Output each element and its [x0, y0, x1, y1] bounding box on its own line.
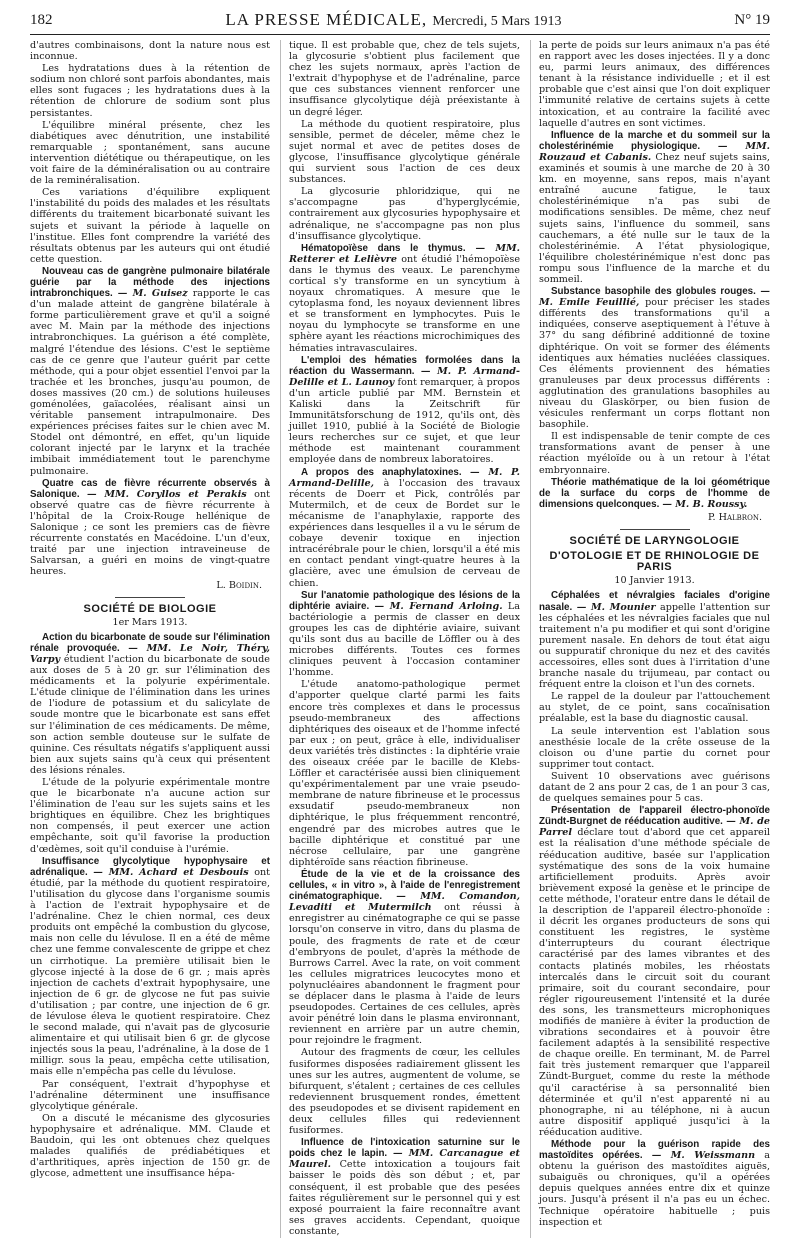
article-authors: — MM. Achard et Desbouis [93, 866, 249, 878]
paragraph: Il est indispensable de tenir compte de ces transformations avant de penser à une réaction myéloïde ou à un retour à l'état embryonnaire. [539, 431, 770, 476]
article-body: Chez neuf sujets sains, examinés et soumis à une marche de 20 à 30 km. en moyenne, sans repos, mais n'ayant entraîné aucune fatigue, le taux cholestérinémique n'a pas subi de modifications sensibles. De même, chez neuf sujets sains, l'influence du sommeil, sans cauchemars, a été nulle sur le taux de la cholestérinémie. A l'état physiologique, l'équilibre cholestérinémique n'est donc pas rompu sous l'influence de la marche et du sommeil. [539, 151, 770, 285]
paragraph: Le rappel de la douleur par l'attouchement au stylet, de ce point, sans cocaïnisation préalable, est la base du diagnostic causal. [539, 691, 770, 725]
article-body: à l'occasion des travaux récents de Doerr et Pick, contrôlés par Mutermilch, et de ceux de Bordet sur le mécanisme de l'anaphylaxie, rapporte des expériences dans lesquelles il a vu le sérum de cobaye devenir toxique en injection intracérébrale pour le chien, lorsqu'il a été mis en contact pendant vingt-quatre heures à la glacière, avec une émulsion de cerveau de chien. [289, 477, 520, 589]
article-authors: — M. P. Armand-Delille et L. Launoy [289, 365, 520, 388]
article-entry [539, 805, 770, 1138]
paragraph: Autour des fragments de cœur, les cellules fusiformes disposées radiairement glissent les unes sur les autres, augmentent de volume, se bifurquent, s'étalent ; certaines de ces cellules redeviennent brusquement rondes, émettent des pseudopodes et se divisent rapidement en deux cellules filles qui redeviennent fusiformes. [289, 1047, 520, 1137]
paragraph: La glycosurie phloridzique, qui ne s'accompagne pas d'hyperglycémie, contrairement aux glycosuries hypophysaire et adrénalique, ne s'accompagne pas non plus d'insuffisance glycolytique. [289, 186, 520, 242]
article-entry [539, 130, 770, 285]
article-authors: — MM. Coryllos et Perakis [87, 488, 247, 500]
article-heading: Influence de l'intoxication saturnine sur le poids chez le lapin. [289, 1137, 520, 1160]
article-entry [30, 632, 270, 776]
paragraph: L'étude de la polyurie expérimentale montre que le bicarbonate n'a aucune action sur l'élimination de l'eau sur les sujets sains et les brightiques en équilibre. Chez les brightiques non compensés, il peut exercer une action empêchante, soit qu'il favorise la production d'œdèmes, soit qu'il conduise à l'urémie. [30, 777, 270, 855]
article-entry [289, 355, 520, 466]
article-body: ont réussi à enregistrer au cinématographe ce qui se passe lorsqu'on conserve in vitro, dans du plasma de poule, des fragments de rate et de cœur d'embryons de poulet, d'après la méthode de Burrows Carrel. Avec la rate, on voit comment les cellules migratrices leucocytes mono et polynucléaires abandonnent le fragment pour se déplacer dans le plasma à l'aide de leurs pseudopodes. Certaines de ces cellules, après avoir pénétré loin dans le plasma environnant, reviennent en arrière par un autre chemin, pour rejoindre le fragment. [289, 902, 520, 1047]
paragraph: Ces variations d'équilibre expliquent l'instabilité du poids des malades et les résultats différents du traitement bicarbonaté suivant les sujets et suivant la période à laquelle on l'institue. Elles font comprendre la variété des résultats obtenus par les auteurs qui ont étudié cette question. [30, 187, 270, 265]
page-number: 182 [30, 11, 53, 28]
article-heading: Hématopoïèse dans le thymus. [301, 242, 466, 254]
article-entry [539, 1139, 770, 1228]
article-heading: Nouveau cas de gangrène pulmonaire bilatérale guérie par la méthode des injections intrabronchiques. [30, 265, 270, 300]
article-body: font remarquer, à propos d'un article publié par MM. Bernstein et Kaliski dans la Zeitschrift für Immunitätsforschung de 1912, qu'ils ont, dès juillet 1910, publié à la Société de Biologie leurs recherches sur ce sujet, et que leur méthode est maintenant couramment employée dans de nombreux laboratoires. [289, 376, 520, 466]
article-authors: — M. Emile Feuillié, [539, 286, 770, 309]
article-entry [289, 869, 520, 1047]
signature: L. Boidin. [216, 579, 262, 591]
article-body: a obtenu la guérison des mastoïdites aiguës, subaiguës ou chroniques, qu'il a opérées depuis quelques années entre dix et quinze jours. Jusqu'à présent il n'a pas eu un échec. Technique opératoire habituelle ; puis inspection et [539, 1150, 770, 1228]
paragraph: L'équilibre minéral présente, chez les diabétiques avec dénutrition, une instabilité remarquable ; spontanément, sans aucune intervention diététique ou thérapeutique, on les voit faire de la déminéralisation ou au contraire de la reminéralisation. [30, 119, 270, 187]
article-entry [30, 856, 270, 1078]
article-entry [539, 477, 770, 510]
article-body: Cette intoxication a toujours fait baisser le poids dès son début ; et, par conséquent, il est probable que des pesées faites régulièrement sur le personnel qui y est exposé pourraient la faire reconnaître avant ses graves accidents. Cependant, quoique constante, [289, 1159, 520, 1237]
article-body: étudient l'action du bicarbonate de soude aux doses de 5 à 20 gr. sur l'élimination des médicaments et la polyurie expérimentale. L'étude clinique de l'élimination dans les urines de l'iodure de potassium et du salicylate de soude montre que le bicarbonate est sans effet sur l'élimination de ces médicaments. De même, son action semble douteuse sur le sulfate de quinine. Ces résultats négatifs s'appliquent aussi bien aux sujets sains qu'à ceux qui présentent des lésions rénales. [30, 653, 270, 776]
paragraph: d'autres combinaisons, dont la nature nous est inconnue. [30, 40, 270, 63]
article-heading: Théorie mathématique de la loi géométrique de la surface du corps de l'homme de dimensions quelconques. [539, 476, 770, 510]
society-title: SOCIÉTÉ DE LARYNGOLOGIE [569, 535, 740, 548]
article-authors: — MM. Retterer et Lelièvre [289, 242, 520, 265]
journal-name: LA PRESSE MÉDICALE, [225, 10, 428, 29]
article-heading: Action du bicarbonate de soude sur l'élimination rénale provoquée. [30, 631, 270, 654]
section-divider [620, 529, 690, 530]
article-authors: — M. P. Armand-Delille, [289, 466, 520, 489]
issue-date: Mercredi, 5 Mars 1913 [432, 14, 562, 29]
society-subtitle: D'OTOLOGIE ET DE RHINOLOGIE DE PARIS [549, 550, 760, 574]
article-body: La bactériologie a permis de classer en deux groupes les cas de diphtérie aviaire, suivant qu'ils sont dus au bacille de Löffler ou à des microbes différents. Toutes ces formes cliniques peuvent à l'occasion contaminer l'homme. [289, 600, 520, 679]
signature: P. Halbron. [707, 511, 762, 523]
paragraph: L'étude anatomo-pathologique permet d'apporter quelque clarté parmi les faits encore très complexes et dans le processus pseudo-membraneux des affections diphtériques des oiseaux et de l'homme infecté par eux ; on peut, grâce à elle, individualiser deux variétés très distinctes : la diphtérie vraie des oiseaux créée par le bacille de Klebs-Löffler et caractérisée aussi bien cliniquement qu'expérimentalement par une vraie pseudo-membrane de nature fibrineuse et le processus exsudatif pseudo-membraneux non diphtérique, le plus fréquemment rencontré, engendré par des microbes autres que le bacille diphtérique et constitué par une nécrose cellulaire, par une gangrène diphtéroïde sans réaction fibrineuse. [289, 679, 520, 868]
page-header [30, 6, 770, 35]
article-heading: L'emploi des hématies formolées dans la réaction du Wassermann. [289, 354, 520, 377]
issue-number: N° 19 [734, 11, 770, 28]
article-body: pour préciser les stades différents des transformations qu'il a indiquées, conserve aseptiquement à l'étuve à 37° du sang défibriné additionné de toxine diphtérique. On voit se former des éléments identiques aux hématies nucléées classiques. Ces éléments proviennent des hématies granuleuses par deux processus différents : agglutination des granulations basophiles au niveau du Glaskörper, ou bien fusion de vésicules renfermant un corps flottant non basophile. [539, 297, 770, 431]
article-entry [289, 243, 520, 354]
paragraph: Suivent 10 observations avec guérisons datant de 2 ans pour 2 cas, de 1 an pour 3 cas, de quelques semaines pour 5 cas. [539, 770, 770, 805]
society-title: SOCIÉTÉ DE BIOLOGIE [83, 602, 217, 615]
article-authors: — MM. Comandon, Levaditi et Mutermilch [289, 891, 520, 914]
article-heading: Étude de la vie et de la croissance des cellules, « in vitro », à l'aide de l'enregistrement cinématographique. [289, 868, 520, 903]
paragraph: la perte de poids sur leurs animaux n'a pas été en rapport avec les doses injectées. Il y a donc eu, parmi leurs animaux, des différences tenant à la résistance individuelle ; et il est probable que c'est ainsi que l'on doit expliquer l'immunité relative de certains sujets à cette intoxication, et au contraire la facilité avec laquelle d'autres en sont victimes. [539, 40, 770, 129]
article-body: appelle l'attention sur les céphalées et les névralgies faciales que nul traitement n'a pu modifier et qui sont d'origine purement nasale. En dehors de tout état aigu ou suppuratif chronique du nez et des cavités accessoires, elles sont dues à l'irritation d'une branche nasale du trijumeau, par contact ou fréquent entre la cloison et l'un des cornets. [539, 601, 770, 691]
session-date: 10 Janvier 1913. [614, 575, 695, 587]
article-entry [289, 590, 520, 679]
column-3 [530, 40, 770, 1238]
section-divider [115, 597, 185, 598]
article-authors: — M. B. Roussy. [662, 498, 748, 510]
article-authors: — M. Guisez [117, 288, 188, 300]
article-authors: — M. de Parrel [539, 816, 770, 839]
paragraph: La seule intervention est l'ablation sous anesthésie locale de la crête osseuse de la cloison ou d'une partie du cornet pour supprimer tout contact. [539, 725, 770, 770]
article-body: ont étudié, par la méthode du quotient respiratoire, l'utilisation du glycose dans l'organisme soumis à l'action de l'extrait hypophysaire et de l'adrénaline. Chez le chien normal, ces deux produits ont empêché la combustion du glycose, mais non celle du lévulose. Il en a été de même chez une femme convalescente de grippe et chez un cirrhotique. La première utilisait bien le glycose injecté à la dose de 6 gr. ; mais après injection de cachets d'extrait hypophysaire, une injection de 6 gr. de glycose ne fut pas suivie d'utilisation ; par contre, une injection de 6 gr. de lévulose éleva le quotient respiratoire. Chez le second malade, qui n'avait pas de glycosurie alimentaire et qui utilisait bien 6 gr. de glycose injectés sous la peau, l'adrénaline, à la dose de 1 milligr. sous la peau, empêcha cette utilisation, mais elle n'empêcha pas celle du lévulose. [30, 866, 270, 1078]
paragraph: La méthode du quotient respiratoire, plus sensible, permet de déceler, même chez le sujet normal et avec de petites doses de glycose, l'insuffisance glycolytique générale qui survient sous l'action de ces deux substances. [289, 118, 520, 186]
article-entry [289, 467, 520, 589]
article-body: rapporte le cas d'un malade atteint de gangrène bilatérale à forme particulièrement grave et qu'il a soigné avec M. Main par la méthode des injections intrabronchiques. La guérison a été complète, malgré l'étendue des lésions. C'est le septième cas de ce genre que l'auteur guérit par cette méthode, qui a pour objet essentiel l'envoi par la trachée et les bronches, jusqu'au poumon, de doses massives (20 cm.) de solutions huileuses goménolées, gaïacolées, réalisant ainsi un véritable pansement intrapulmonaire. Des expériences précises faites sur le chien avec M. Stodel ont démontré, en effet, qu'un liquide colorant injecté par le larynx et la trachée imbibait immédiatement tout le parenchyme pulmonaire. [30, 288, 270, 477]
article-heading: Présentation de l'appareil électro-phonoïde Zündt-Burgnet de rééducation auditive. [539, 805, 770, 828]
journal-title [225, 10, 561, 30]
paragraph: tique. Il est probable que, chez de tels sujets, la glycosurie s'obtient plus facilement que chez les sujets normaux, après l'action de l'extrait d'hypophyse et de l'adrénaline, parce que ces substances viennent renforcer une insuffisance glycolytique déjà préexistante à un degré léger. [289, 40, 520, 118]
article-body: ont étudié l'hémopoïèse dans le thymus des veaux. Le parenchyme cortical s'y transforme en un syncytium à noyaux chromatiques. A mesure que le cytoplasma fond, les noyaux deviennent libres et se transforment en lymphocytes. Puis le noyau du lymphocyte se transforme en une sphère ayant les réactions microchimiques des hématies intravasculaires. [289, 253, 520, 354]
article-entry [289, 1137, 520, 1237]
article-heading: Influence de la marche et du sommeil sur la cholestérinémie physiologique. [539, 129, 770, 152]
article-heading: Quatre cas de fièvre récurrente observés à Salonique. [30, 477, 270, 500]
article-entry [539, 286, 770, 430]
column-1 [30, 40, 270, 1238]
article-authors: — M. Mounier [576, 601, 656, 613]
article-heading: Sur l'anatomie pathologique des lésions de la diphtérie aviaire. [289, 589, 520, 612]
article-authors: — M. Fernand Arloing. [374, 600, 503, 612]
paragraph: Par conséquent, l'extrait d'hypophyse et l'adrénaline déterminent une insuffisance glycolytique générale. [30, 1078, 270, 1112]
article-authors: — MM. Carcanague et Maurel. [289, 1148, 520, 1171]
article-heading: Céphalées et névralgies faciales d'origine nasale. [539, 590, 770, 613]
article-heading: Méthode pour la guérison rapide des mastoïdites opérées. [539, 1139, 770, 1162]
article-entry [30, 266, 270, 477]
article-heading: Substance basophile des globules rouges. [551, 286, 756, 298]
paragraph: Les hydratations dues à la rétention de sodium non chloré sont parfois abondantes, mais elles sont fugaces ; les hydratations dues à la rétention de chlorure de sodium sont plus persistantes. [30, 63, 270, 119]
article-body: ont observé quatre cas de fièvre récurrente à l'hôpital de la Croix-Rouge hellénique de Salonique ; ce sont les premiers cas de fièvre récurrente constatés en Macédoine. L'un d'eux, traité par une injection intraveineuse de Salvarsan, a guéri en moins de vingt-quatre heures. [30, 488, 270, 578]
article-authors: — M. Weissmann [651, 1150, 756, 1162]
article-columns [30, 40, 771, 1237]
article-heading: Insuffisance glycolytique hypophysaire et adrénalique. [30, 855, 270, 878]
article-heading: A propos des anaphylatoxines. [301, 466, 462, 478]
session-date: 1er Mars 1913. [112, 616, 188, 628]
article-body: déclare tout d'abord que cet appareil est la réalisation d'une méthode spéciale de rééducation auditive, basée sur l'application systématique des sons de la voix humaine artificiellement produits. Après avoir brièvement exposé la genèse et le principe de cette méthode, l'orateur entre dans le détail de la description de l'appareil électro-phonoïde : il décrit les organes producteurs de sons qui constituent les registres, le système d'interrupteurs du courant électrique caractérisé par des lames vibrantes et des contacts platinés mobiles, les rhéostats intercalés dans le circuit soit du courant primaire, soit du courant secondaire, pour régler rigoureusement l'intensité et la durée des sons, les transmetteurs microphoniques modifiés de manière à éviter la production de vibrations secondaires et à pouvoir être facilement adaptés à la sensibilité respective de chaque oreille. En terminant, M. de Parrel fait très justement remarquer que l'appareil Zündt-Burguet, comme du reste la méthode qu'il caractérise à sa personnalité bien déterminée et qu'il n'est apparenté ni au phonographe, ni au téléphone, ni à aucun autre dispositif appliqué jusqu'ici à la rééducation auditive. [539, 827, 771, 1138]
article-authors: — MM. Le Noir, Théry, Varpy [30, 642, 270, 665]
column-2 [280, 40, 520, 1238]
article-entry [30, 478, 270, 578]
article-entry [539, 590, 770, 690]
article-authors: — MM. Rouzaud et Cabanis. [539, 140, 770, 163]
paragraph: On a discuté le mécanisme des glycosuries hypophysaire et adrénalique. MM. Claude et Baudoin, qui les ont obtenues chez quelques malades qualifiés de prédiabétiques et d'arthritiques, après injection de 150 gr. de glycose, admettent une insuffisance hépa- [30, 1112, 270, 1180]
